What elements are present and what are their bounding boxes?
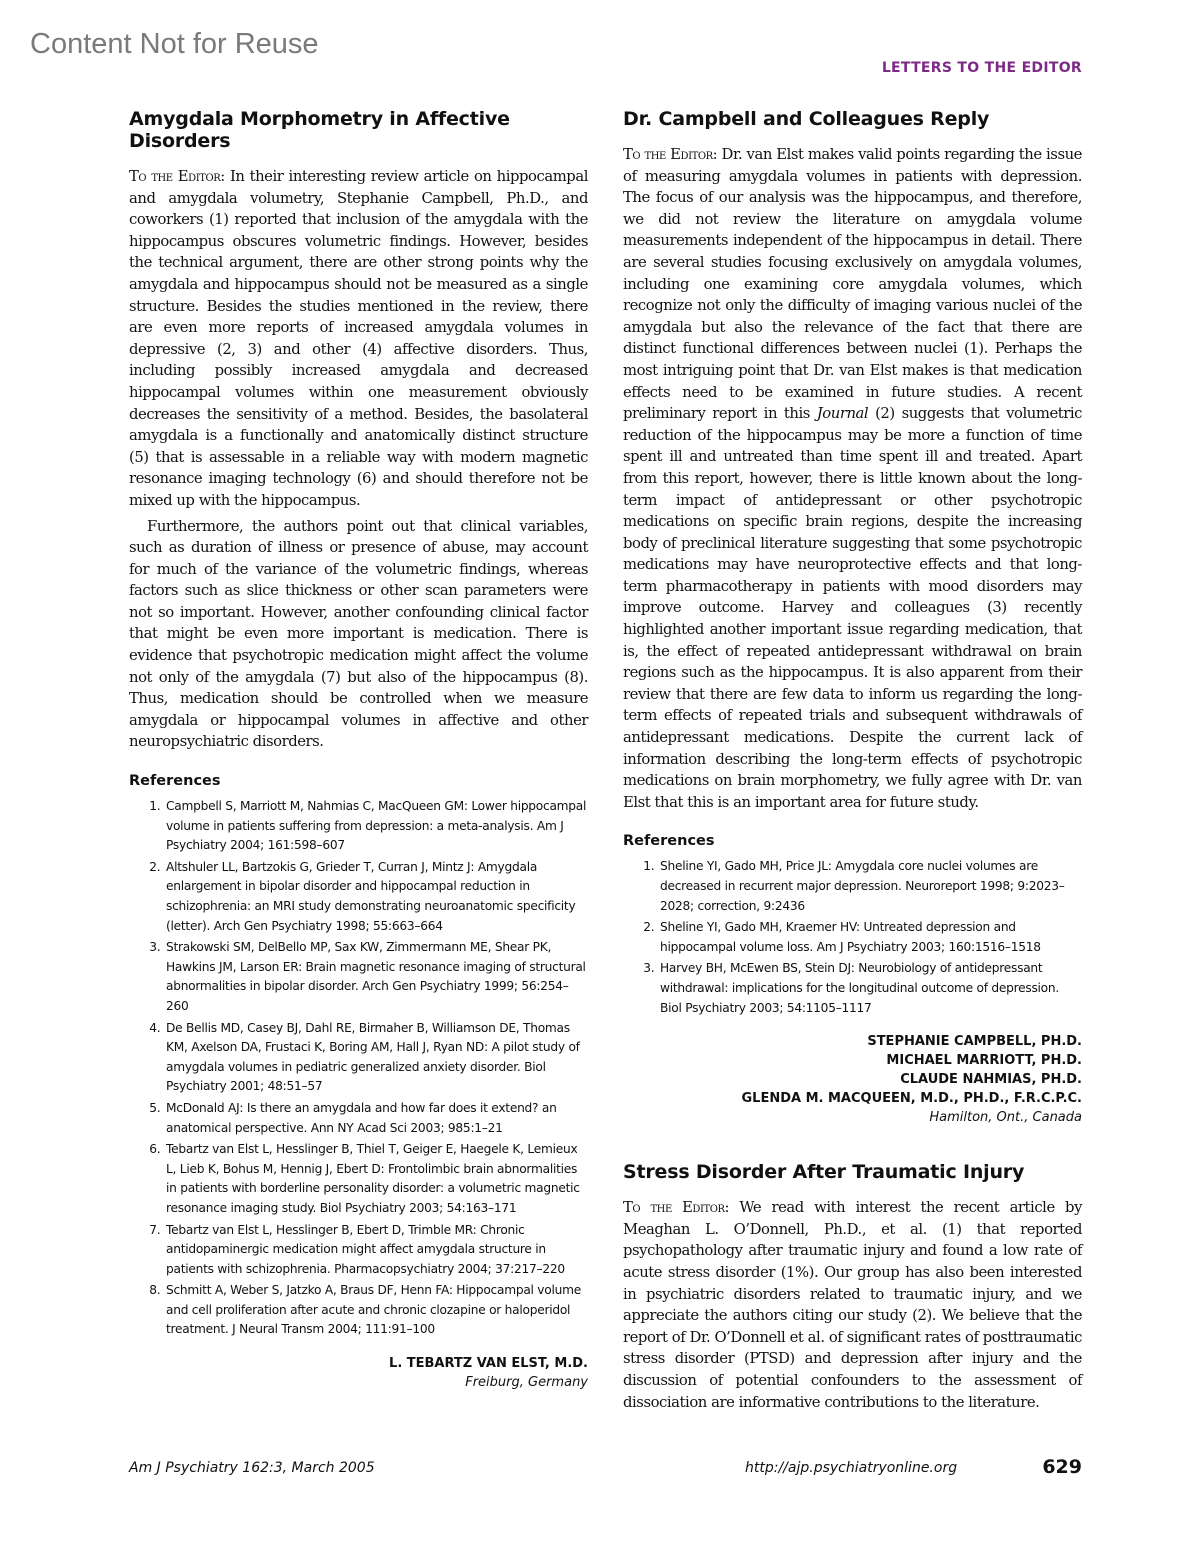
letter1-reference-list xyxy=(129,797,588,1340)
letter1-title: Amygdala Morphometry in Affective Disorders xyxy=(129,108,510,152)
author-name: L. TEBARTZ VAN ELST, M.D. xyxy=(389,1356,588,1372)
author-location: Freiburg, Germany xyxy=(465,1375,588,1391)
letter2-signature xyxy=(623,1032,1082,1127)
reference-item: 1. Sheline YI, Gado MH, Price JL: Amygdala core nuclei volumes are decreased in recurrent major depression. Neuroreport 1998; 9:2023–2028; correction, 9:2436 xyxy=(658,857,1082,916)
salutation: To the Editor: xyxy=(129,168,225,185)
reference-item: 6. Tebartz van Elst L, Hesslinger B, Thiel T, Geiger E, Haegele K, Lemieux L, Lieb K, Bohus M, Hennig J, Ebert D: Frontolimbic brain abnormalities in patients with borderline personality disorder: a volumetric magnetic resonance imaging study. Biol Psychiatry 2003; 54:163–171 xyxy=(164,1140,588,1218)
section-label: LETTERS TO THE EDITOR xyxy=(881,60,1082,76)
letter1-paragraph-2: Furthermore, the authors point out that clinical variables, such as duration of illness or presence of abuse, may account for much of the variance of the volumetric findings, whereas factors such as slice thickness or other scan parameters were not so important. However, another confounding clinical factor that might be even more important is medication. There is evidence that psychotropic medication might affect the volume not only of the amygdala (7) but also of the hippocampus (8). Thus, medication should be controlled when we measure amygdala or hippocampal volumes in affective and other neuropsychiatric disorders. xyxy=(129,517,588,751)
reference-item: 1. Campbell S, Marriott M, Nahmias C, MacQueen GM: Lower hippocampal volume in patients suffering from depression: a meta-analysis. Am J Psychiatry 2004; 161:598–607 xyxy=(164,797,588,856)
author-name: CLAUDE NAHMIAS, PH.D. xyxy=(900,1072,1082,1088)
letter2-p1-text-a: Dr. van Elst makes valid points regarding the issue of measuring amygdala volumes in patients with depression. The focus of our analysis was the hippocampus, and therefore, we did not review the literature on amygdala volume measurements independent of the hippocampus in detail. There are several studies focusing exclusively on amygdala volumes, including one examining core amygdala volumes, which recognize not only the difficulty of imaging various nuclei of the amygdala but also the relevance of the fact that there are distinct functional differences between nuclei (1). Perhaps the most intriguing point that Dr. van Elst makes is that medication effects need to be examined in future studies. A recent preliminary report in this xyxy=(623,146,1082,423)
letter1-references-heading: References xyxy=(129,773,221,790)
watermark: Content Not for Reuse xyxy=(30,28,319,60)
letter1-paragraph-1 xyxy=(129,166,588,512)
reference-item: 3. Strakowski SM, DelBello MP, Sax KW, Zimmermann ME, Shear PK, Hawkins JM, Larson ER: Brain magnetic resonance imaging of structural abnormalities in bipolar disorder. Arch Gen Psychiatry 1999; 56:254–260 xyxy=(164,938,588,1016)
reference-item: 5. McDonald AJ: Is there an amygdala and how far does it extend? an anatomical perspective. Ann NY Acad Sci 2003; 985:1–21 xyxy=(164,1099,588,1138)
salutation: To the Editor: xyxy=(623,146,718,163)
letter3-title: Stress Disorder After Traumatic Injury xyxy=(623,1161,1025,1184)
letter2-title: Dr. Campbell and Colleagues Reply xyxy=(623,108,990,130)
footer-journal: Am J Psychiatry 162:3, March 2005 xyxy=(129,1460,375,1476)
reference-item: 7. Tebartz van Elst L, Hesslinger B, Ebert D, Trimble MR: Chronic antidopaminergic medication might affect amygdala structure in patients with schizophrenia. Pharmacopsychiatry 2004; 37:217–220 xyxy=(164,1221,588,1280)
letter1-signature xyxy=(129,1354,588,1392)
left-column xyxy=(129,108,588,1392)
letter2-p1-text-b: (2) suggests that volumetric reduction of the hippocampus may be more a function of time spent ill and untreated than time spent ill and treated. Apart from this report, however, there is little known about the long-term impact of antidepressant or other psychotropic medications on specific brain regions, despite the increasing body of preclinical literature suggesting that some psychotropic medications may have neuroprotective effects and that long-term pharmacotherapy in patients with mood disorders may improve outcome. Harvey and colleagues (3) recently highlighted another important issue regarding medication, that is, the effect of repeated antidepressant withdrawal on brain regions such as the hippocampus. It is also apparent from their review that there are few data to inform us regarding the long-term effects of repeated trials and subsequent withdrawals of antidepressant medications. Despite the current lack of information describing the long-term effects of psychotropic medications on brain morphometry, we fully agree with Dr. van Elst that this is an important area for future study. xyxy=(623,405,1082,811)
journal-name: Journal xyxy=(816,405,869,423)
letter2-references-heading: References xyxy=(623,833,715,850)
author-name: STEPHANIE CAMPBELL, PH.D. xyxy=(867,1034,1082,1050)
reference-item: 3. Harvey BH, McEwen BS, Stein DJ: Neurobiology of antidepressant withdrawal: implications for the longitudinal outcome of depression. Biol Psychiatry 2003; 54:1105–1117 xyxy=(658,959,1082,1018)
right-column xyxy=(623,108,1082,1413)
author-name: GLENDA M. MACQUEEN, M.D., PH.D., F.R.C.P.C. xyxy=(741,1091,1082,1107)
page-number: 629 xyxy=(1042,1456,1082,1478)
author-name: MICHAEL MARRIOTT, PH.D. xyxy=(886,1053,1082,1069)
salutation: To the Editor: xyxy=(623,1199,730,1217)
reference-item: 2. Sheline YI, Gado MH, Kraemer HV: Untreated depression and hippocampal volume loss. Am J Psychiatry 2003; 160:1516–1518 xyxy=(658,918,1082,957)
reference-item: 4. De Bellis MD, Casey BJ, Dahl RE, Birmaher B, Williamson DE, Thomas KM, Axelson DA, Frustaci K, Boring AM, Hall J, Ryan ND: A pilot study of amygdala volumes in pediatric generalized anxiety disorder. Biol Psychiatry 2001; 48:51–57 xyxy=(164,1019,588,1097)
footer-url[interactable]: http://ajp.psychiatryonline.org xyxy=(745,1460,958,1476)
letter2-paragraph-1 xyxy=(623,144,1082,813)
letter2-reference-list xyxy=(623,857,1082,1018)
letter1-p1-text: In their interesting review article on hippocampal and amygdala volumetry, Stephanie Campbell, Ph.D., and coworkers (1) reported that inclusion of the amygdala with the hippocampus obscures volumetric findings. However, besides the technical argument, there are other strong points why the amygdala and hippocampus should not be measured as a single structure. Besides the studies mentioned in the review, there are even more reports of increased amygdala volumes in depressive (2, 3) and other (4) affective disorders. Thus, including possibly increased amygdala and decreased hippocampal volumes within one measurement obviously decreases the sensitivity of a method. Besides, the basolateral amygdala is a functionally and anatomically distinct structure (5) that is assessable in a reliable way with modern magnetic resonance imaging technology (6) and should therefore not be mixed up with the hippocampus. xyxy=(129,168,588,509)
letter3-paragraph-1 xyxy=(623,1197,1082,1413)
letter3-p1-text: We read with interest the recent article by Meaghan L. O’Donnell, Ph.D., et al. (1) that reported psychopathology after traumatic injury and found a low rate of acute stress disorder (1%). Our group has also been interested in psychiatric disorders related to traumatic injury, and we appreciate the authors citing our study (2). We believe that the report of Dr. O’Donnell et al. of significant rates of posttraumatic stress disorder (PTSD) and depression after injury and the discussion of potential confounders to the assessment of dissociation are informative contributions to the literature. xyxy=(623,1199,1082,1411)
author-location: Hamilton, Ont., Canada xyxy=(929,1110,1082,1126)
reference-item: 8. Schmitt A, Weber S, Jatzko A, Braus DF, Henn FA: Hippocampal volume and cell proliferation after acute and chronic clozapine or haloperidol treatment. J Neural Transm 2004; 111:91–100 xyxy=(164,1281,588,1340)
reference-item: 2. Altshuler LL, Bartzokis G, Grieder T, Curran J, Mintz J: Amygdala enlargement in bipolar disorder and hippocampal reduction in schizophrenia: an MRI study demonstrating neuroanatomic specificity (letter). Arch Gen Psychiatry 1998; 55:663–664 xyxy=(164,858,588,936)
